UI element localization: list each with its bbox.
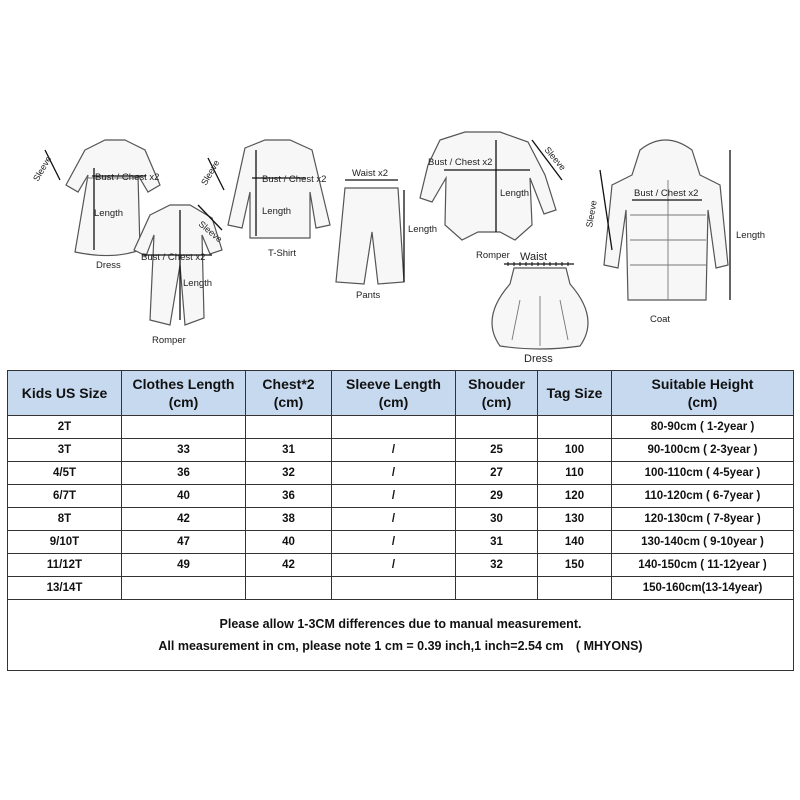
dress-length-label: Length	[94, 208, 124, 219]
table-body	[8, 416, 794, 600]
coat-sleeve-label: Sleeve	[584, 199, 599, 229]
pants-waist-label: Waist x2	[352, 168, 389, 179]
table-cell: /	[332, 439, 456, 462]
table-row	[8, 531, 794, 554]
table-cell: 29	[456, 485, 538, 508]
column-header: Suitable Height (cm)	[612, 371, 794, 416]
romper-name-label: Romper	[152, 335, 186, 346]
table-row	[8, 554, 794, 577]
table-cell: 110	[538, 462, 612, 485]
romper-bust-label: Bust / Chest x2	[141, 252, 206, 263]
table-cell: 31	[456, 531, 538, 554]
table-row	[8, 462, 794, 485]
table-cell: 40	[122, 485, 246, 508]
table-cell	[246, 416, 332, 439]
table-cell	[122, 416, 246, 439]
table-cell: 27	[456, 462, 538, 485]
measurement-note: Please allow 1-3CM differences due to manual measurement.	[219, 617, 582, 631]
table-cell: 100	[538, 439, 612, 462]
table-cell: 36	[122, 462, 246, 485]
column-header: Tag Size	[538, 371, 612, 416]
coat-name-label: Coat	[650, 314, 671, 325]
bodysuit-sketch	[420, 132, 562, 240]
bodysuit-name-label: Romper	[476, 250, 510, 261]
table-row	[8, 439, 794, 462]
skirt-waist-label: Waist	[520, 251, 548, 263]
table-cell	[538, 416, 612, 439]
column-header: Chest*2 (cm)	[246, 371, 332, 416]
coat-bust-label: Bust / Chest x2	[634, 188, 699, 199]
coat-sketch	[600, 140, 730, 300]
tshirt-bust-label: Bust / Chest x2	[262, 174, 327, 185]
column-header: Clothes Length (cm)	[122, 371, 246, 416]
table-cell: 25	[456, 439, 538, 462]
table-cell: 80-90cm ( 1-2year )	[612, 416, 794, 439]
notes-row	[8, 600, 794, 671]
pants-sketch	[336, 180, 404, 284]
table-cell: 47	[122, 531, 246, 554]
table-cell	[332, 416, 456, 439]
table-cell: /	[332, 462, 456, 485]
table-cell: 150-160cm(13-14year)	[612, 577, 794, 600]
table-cell	[122, 577, 246, 600]
table-cell: 3T	[8, 439, 122, 462]
table-cell	[332, 577, 456, 600]
table-header-row	[8, 371, 794, 416]
table-cell: 31	[246, 439, 332, 462]
tshirt-sleeve-label: Sleeve	[199, 158, 222, 187]
bodysuit-length-label: Length	[500, 188, 530, 199]
column-header: Kids US Size	[8, 371, 122, 416]
table-cell: /	[332, 508, 456, 531]
table-cell: 11/12T	[8, 554, 122, 577]
table-cell: 130	[538, 508, 612, 531]
table-cell: 32	[246, 462, 332, 485]
table-cell: 2T	[8, 416, 122, 439]
romper-length-label: Length	[183, 278, 213, 289]
table-row	[8, 577, 794, 600]
table-cell: 42	[246, 554, 332, 577]
tshirt-length-label: Length	[262, 206, 292, 217]
coat-length-label: Length	[736, 230, 766, 241]
table-cell: 36	[246, 485, 332, 508]
table-row	[8, 416, 794, 439]
table-cell	[538, 577, 612, 600]
table-cell: 110-120cm ( 6-7year )	[612, 485, 794, 508]
column-header: Shouder (cm)	[456, 371, 538, 416]
table-cell: /	[332, 531, 456, 554]
table-cell: 13/14T	[8, 577, 122, 600]
table-cell: 32	[456, 554, 538, 577]
column-header: Sleeve Length (cm)	[332, 371, 456, 416]
dress-name-label: Dress	[96, 260, 121, 271]
table-cell: /	[332, 485, 456, 508]
romper-sleeve-label: Sleeve	[196, 218, 225, 245]
tshirt-sketch	[208, 140, 330, 238]
table-cell: 140-150cm ( 11-12year )	[612, 554, 794, 577]
table-cell: 30	[456, 508, 538, 531]
table-cell: 8T	[8, 508, 122, 531]
pants-length-label: Length	[408, 224, 438, 235]
table-row	[8, 485, 794, 508]
table-cell: 130-140cm ( 9-10year )	[612, 531, 794, 554]
size-chart-table	[7, 370, 794, 671]
table-cell: 42	[122, 508, 246, 531]
table-cell	[456, 416, 538, 439]
skirt-name-label: Dress	[524, 353, 553, 365]
dress-sleeve-label: Sleeve	[31, 154, 54, 183]
dress-bust-label: Bust / Chest x2	[95, 172, 160, 183]
table-row	[8, 508, 794, 531]
table-cell: /	[332, 554, 456, 577]
table-cell: 120	[538, 485, 612, 508]
table-cell: 33	[122, 439, 246, 462]
table-cell	[456, 577, 538, 600]
table-cell: 40	[246, 531, 332, 554]
table-cell: 49	[122, 554, 246, 577]
table-cell: 38	[246, 508, 332, 531]
table-cell: 100-110cm ( 4-5year )	[612, 462, 794, 485]
table-cell: 90-100cm ( 2-3year )	[612, 439, 794, 462]
notes-cell	[8, 600, 794, 671]
table-cell: 150	[538, 554, 612, 577]
table-cell	[246, 577, 332, 600]
table-cell: 9/10T	[8, 531, 122, 554]
table-cell: 120-130cm ( 7-8year )	[612, 508, 794, 531]
bodysuit-bust-label: Bust / Chest x2	[428, 157, 493, 168]
conversion-note: All measurement in cm, please note 1 cm = 0.39 inch,1 inch=2.54 cm ( MHYONS)	[158, 639, 643, 653]
skirt-sketch	[492, 262, 588, 349]
table-cell: 4/5T	[8, 462, 122, 485]
bodysuit-sleeve-label: Sleeve	[542, 144, 568, 173]
table-cell: 6/7T	[8, 485, 122, 508]
pants-name-label: Pants	[356, 290, 381, 301]
tshirt-name-label: T-Shirt	[268, 248, 296, 259]
garment-measurement-diagram	[0, 0, 800, 370]
table-cell: 140	[538, 531, 612, 554]
